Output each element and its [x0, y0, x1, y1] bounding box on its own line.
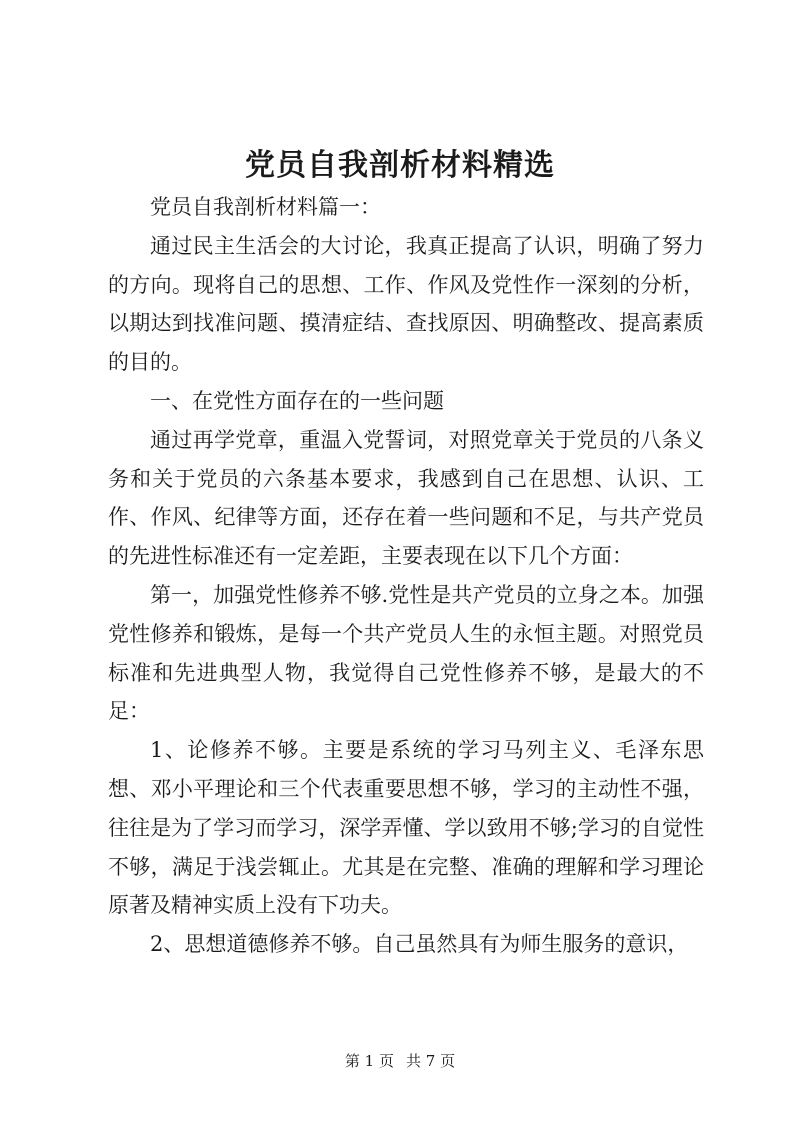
- paragraph-item-2: 2、思想道德修养不够。自己虽然具有为师生服务的意识，: [150, 932, 689, 957]
- page-footer: [0, 1050, 800, 1071]
- page-number: 第 1 页: [344, 1052, 394, 1070]
- paragraph-problems: 通过再学党章，重温入党誓词，对照党章关于党员的八条义务和关于党员的六条基本要求，我感到自己在思想、认识、工作、作风、纪律等方面，还存在着一些问题和不足，与共产党员的先进性标准还有一定差距，主要表现在以下几个方面：: [108, 427, 704, 569]
- paragraph-section-heading: 党员自我剖析材料篇一：: [150, 195, 381, 219]
- paragraph-first-point: 第一，加强党性修养不够.党性是共产党员的立身之本。加强党性修养和锻炼，是每一个共产党员人生的永恒主题。对照党员标准和先进典型人物，我觉得自己党性修养不够，是最大的不足：: [108, 582, 704, 724]
- paragraph-heading-party-spirit: 一、在党性方面存在的一些问题: [150, 388, 444, 413]
- page-total: 共 7 页: [406, 1052, 456, 1070]
- document-body: [108, 188, 704, 964]
- paragraph-intro: 通过民主生活会的大讨论，我真正提高了认识，明确了努力的方向。现将自己的思想、工作、作风及党性作一深刻的分析，以期达到找准问题、摸清症结、查找原因、明确整改、提高素质的目的。: [108, 233, 704, 375]
- paragraph-item-1: 1、论修养不够。主要是系统的学习马列主义、毛泽东思想、邓小平理论和三个代表重要思想不够，学习的主动性不强，往往是为了学习而学习，深学弄懂、学以致用不够;学习的自觉性不够，满足于浅尝辄止。尤其是在完整、准确的理解和学习理论原著及精神实质上没有下功夫。: [108, 738, 704, 918]
- document-title: 党员自我剖析材料精选: [245, 148, 555, 183]
